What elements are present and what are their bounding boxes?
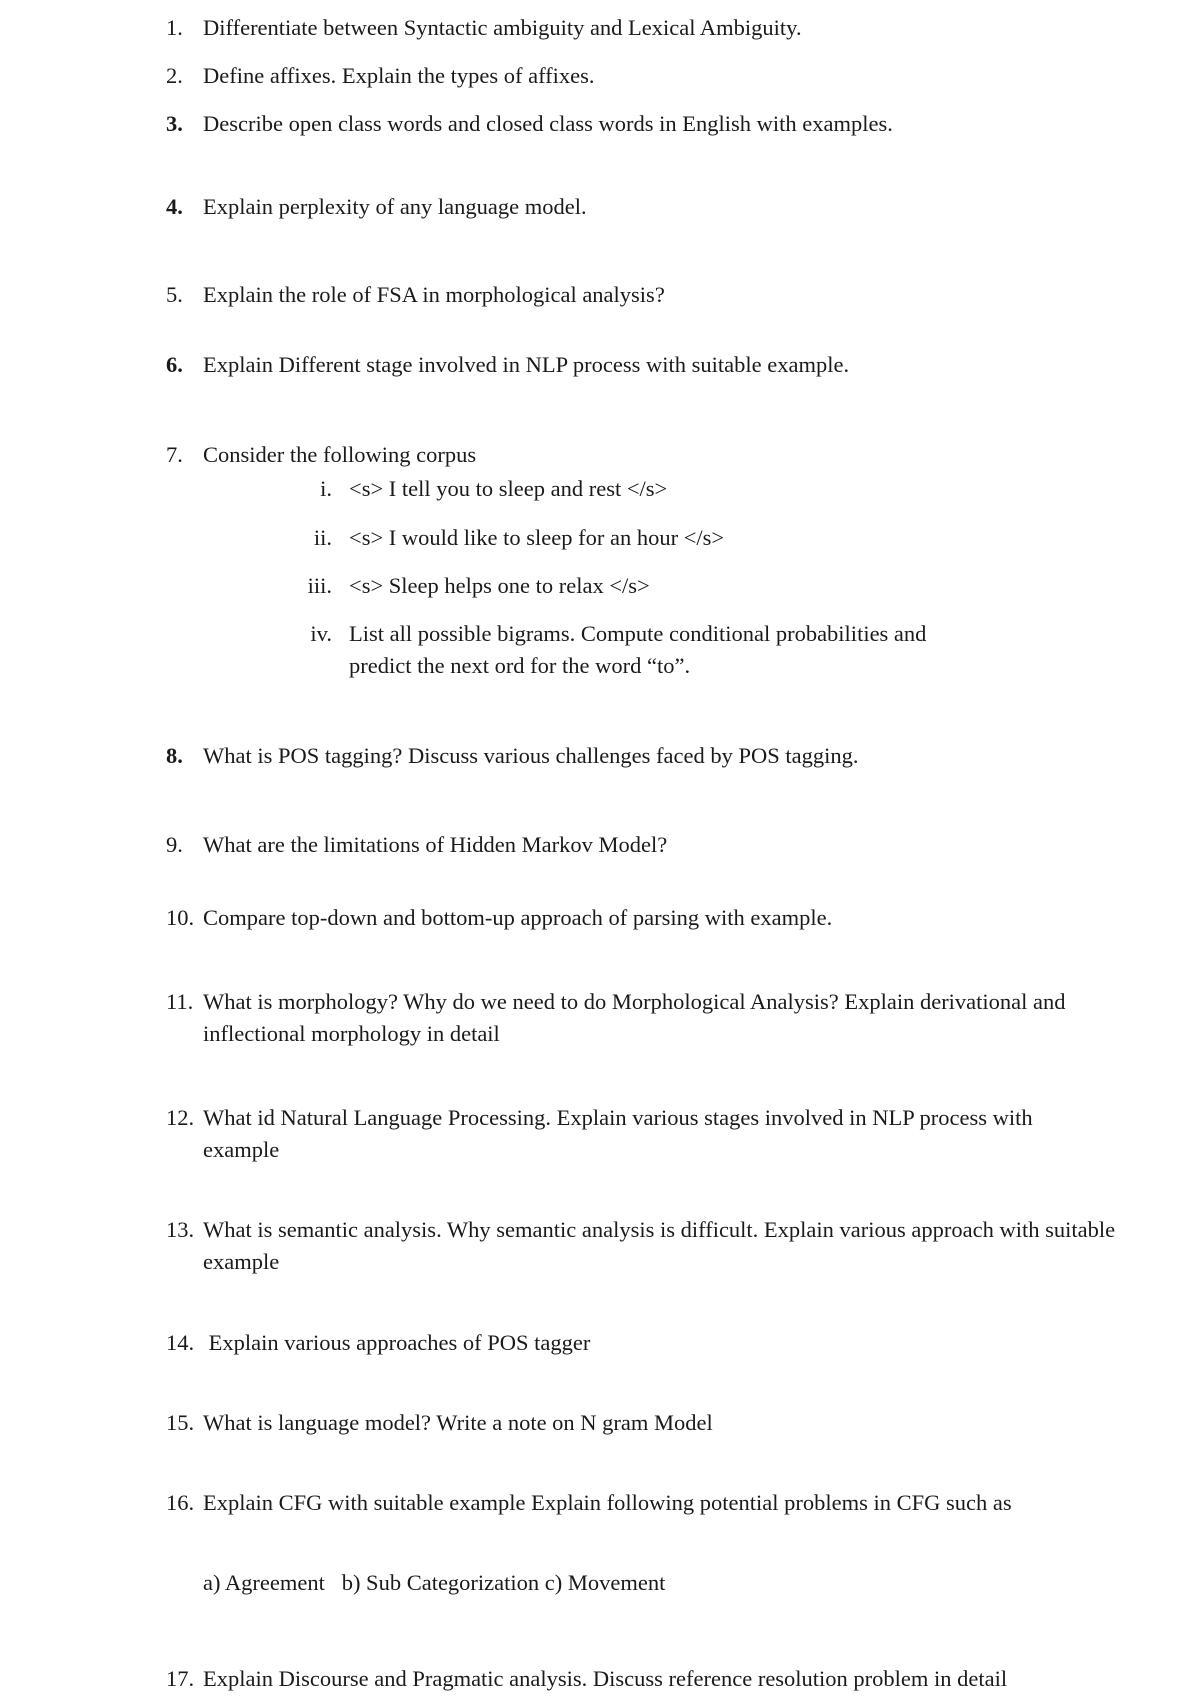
question-number: 10. xyxy=(166,905,195,930)
question-text: What is language model? Write a note on N gram Model xyxy=(203,1410,713,1435)
question-number: 2. xyxy=(166,63,183,88)
question-text: Explain the role of FSA in morphological analysis? xyxy=(203,282,665,307)
question-text: Explain Different stage involved in NLP process with suitable example. xyxy=(203,352,850,377)
corpus-item-number: i. xyxy=(320,476,332,501)
question-text: What is morphology? Why do we need to do Morphological Analysis? Explain derivational and inflectional morphology in detail xyxy=(203,989,1066,1046)
question-text: Describe open class words and closed class words in English with examples. xyxy=(203,111,893,136)
question-item xyxy=(166,191,1126,223)
question-item xyxy=(166,1214,1116,1278)
corpus-item-number: ii. xyxy=(313,525,332,550)
corpus-item xyxy=(300,473,980,505)
corpus-item-text: <s> Sleep helps one to relax </s> xyxy=(349,573,650,598)
question-number: 15. xyxy=(166,1410,195,1435)
question-item xyxy=(166,1487,1146,1519)
question-item xyxy=(166,902,1126,934)
question-number: 1. xyxy=(166,15,183,40)
question-number: 16. xyxy=(166,1490,195,1515)
question-options: a) Agreement b) Sub Categorization c) Movement xyxy=(203,1570,666,1595)
question-text: Compare top-down and bottom-up approach of parsing with example. xyxy=(203,905,833,930)
question-item xyxy=(166,1663,1156,1695)
corpus-item-number: iii. xyxy=(307,573,332,598)
corpus-item-text: List all possible bigrams. Compute conditional probabilities and predict the next ord for the word “to”. xyxy=(349,621,927,678)
question-item xyxy=(166,986,1106,1050)
question-text: What are the limitations of Hidden Markov Model? xyxy=(203,832,668,857)
question-text: Differentiate between Syntactic ambiguity and Lexical Ambiguity. xyxy=(203,15,802,40)
question-item xyxy=(166,12,1126,44)
corpus-item-text: <s> I tell you to sleep and rest </s> xyxy=(349,476,668,501)
question-number: 17. xyxy=(166,1666,195,1691)
question-item xyxy=(166,1407,1126,1439)
question-item xyxy=(166,60,1126,92)
question-text: Explain perplexity of any language model. xyxy=(203,194,587,219)
question-text: What is semantic analysis. Why semantic analysis is difficult. Explain various approach with suitable example xyxy=(203,1217,1116,1274)
question-number: 6. xyxy=(166,352,183,377)
question-number: 7. xyxy=(166,442,183,467)
question-item xyxy=(166,279,1126,311)
question-number: 8. xyxy=(166,743,183,768)
question-number: 12. xyxy=(166,1105,195,1130)
question-item xyxy=(166,1102,1106,1166)
question-number: 11. xyxy=(166,989,194,1014)
question-text: Explain Discourse and Pragmatic analysis. Discuss reference resolution problem in detail xyxy=(203,1666,1008,1691)
question-text: What id Natural Language Processing. Explain various stages involved in NLP process with example xyxy=(203,1105,1033,1162)
corpus-item xyxy=(300,570,980,602)
question-text: Consider the following corpus xyxy=(203,442,477,467)
question-text: Explain CFG with suitable example Explain following potential problems in CFG such as xyxy=(203,1490,1012,1515)
corpus-item-text: <s> I would like to sleep for an hour </s> xyxy=(349,525,725,550)
question-number: 13. xyxy=(166,1217,195,1242)
question-item xyxy=(166,829,1126,861)
question-text: What is POS tagging? Discuss various challenges faced by POS tagging. xyxy=(203,743,859,768)
question-number: 9. xyxy=(166,832,183,857)
question-number: 5. xyxy=(166,282,183,307)
question-item xyxy=(166,1327,1126,1359)
question-item xyxy=(166,349,1126,381)
question-item xyxy=(166,108,1126,140)
question-text: Explain various approaches of POS tagger xyxy=(203,1330,591,1355)
question-item xyxy=(166,740,1126,772)
question-number: 14. xyxy=(166,1330,195,1355)
question-number: 3. xyxy=(166,111,183,136)
question-text: Define affixes. Explain the types of affixes. xyxy=(203,63,595,88)
question-item xyxy=(166,439,1126,471)
corpus-item-number: iv. xyxy=(310,621,332,646)
question-number: 4. xyxy=(166,194,183,219)
corpus-item xyxy=(300,618,940,682)
corpus-item xyxy=(300,522,980,554)
